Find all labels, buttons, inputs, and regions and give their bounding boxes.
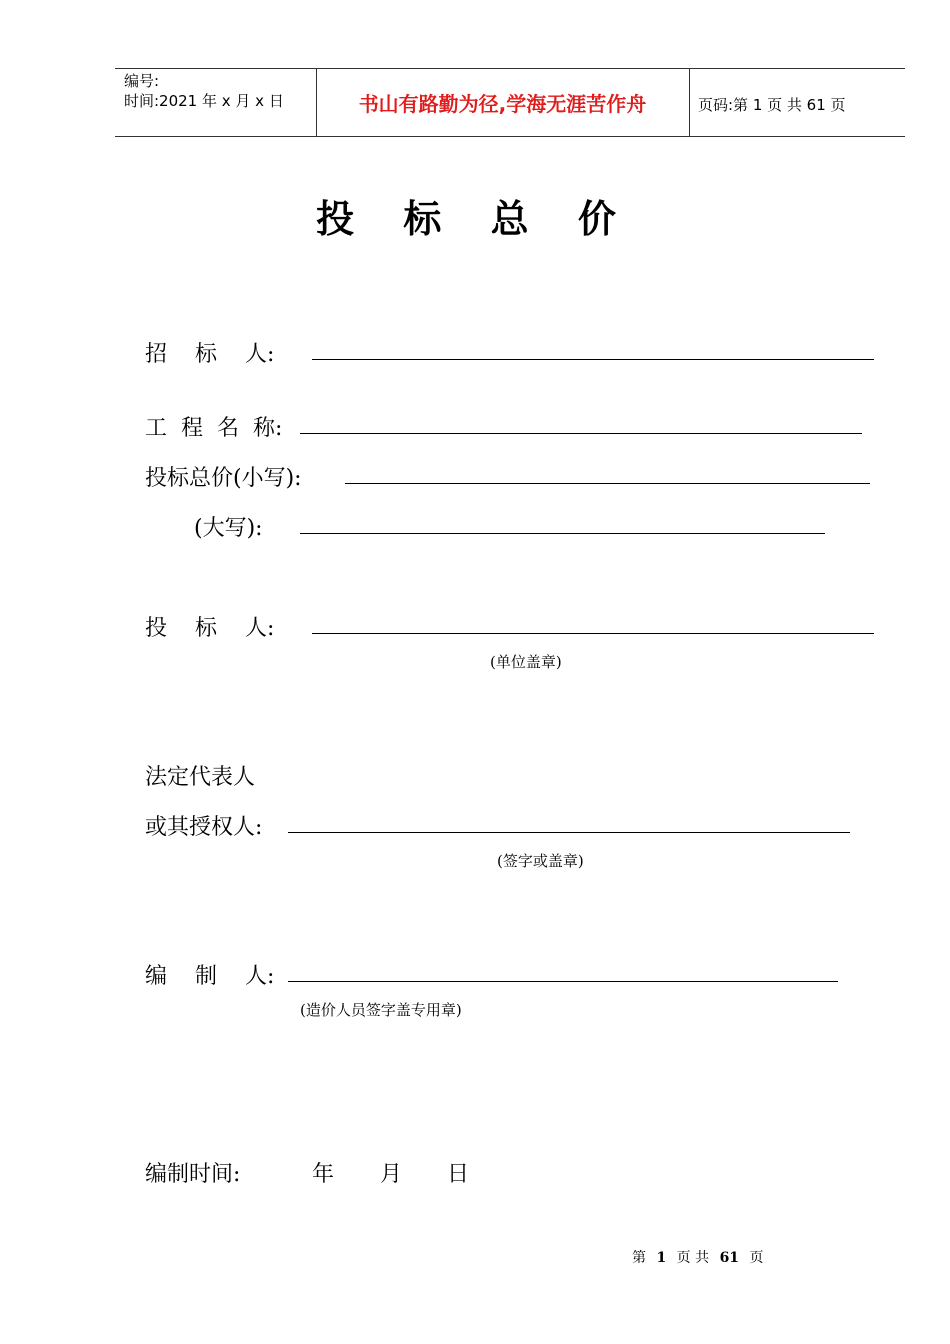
compiler-note: (造价人员签字盖专用章) (300, 1001, 462, 1019)
compiler-label: 编 制 人: (145, 964, 275, 989)
doc-time-label: 时间:2021 年 x 月 x 日 (124, 92, 284, 110)
tenderee-field[interactable] (312, 359, 874, 360)
price-small-field[interactable] (345, 483, 870, 484)
compile-date-label: 编制时间: (145, 1162, 241, 1187)
compile-date-year: 年 (312, 1162, 335, 1187)
compile-date-month: 月 (380, 1162, 403, 1187)
legal-rep-label-line2: 或其授权人: (145, 815, 263, 840)
bidder-field[interactable] (312, 633, 874, 634)
doc-number-label: 编号: (124, 72, 160, 90)
motto-text: 书山有路勤为径,学海无涯苦作舟 (358, 92, 647, 116)
legal-rep-note: (签字或盖章) (497, 852, 584, 870)
footer-total-pages: 61 (719, 1250, 740, 1266)
price-small-label: 投标总价(小写): (145, 466, 302, 491)
footer-page-number: 1 (656, 1250, 667, 1266)
footer-prefix: 第 (632, 1250, 646, 1266)
bidder-note: (单位盖章) (490, 653, 562, 671)
header-divider-right (689, 68, 690, 136)
footer-suffix: 页 (749, 1250, 764, 1266)
page-info: 页码:第 1 页 共 61 页 (698, 96, 846, 114)
legal-rep-label-line1: 法定代表人 (145, 765, 256, 790)
bidder-label: 投 标 人: (145, 616, 275, 641)
header-bottom-rule (115, 136, 905, 137)
compile-date-day: 日 (447, 1162, 470, 1187)
page-title: 投 标 总 价 (316, 197, 634, 241)
compiler-field[interactable] (288, 981, 838, 982)
legal-rep-field[interactable] (288, 832, 850, 833)
price-capital-field[interactable] (300, 533, 825, 534)
tenderee-label: 招 标 人: (145, 342, 275, 367)
header-top-rule (115, 68, 905, 69)
page-footer (632, 1247, 764, 1267)
project-name-label: 工 程 名 称: (145, 416, 283, 441)
price-capital-label: (大写): (194, 516, 263, 541)
project-name-field[interactable] (300, 433, 862, 434)
footer-mid: 页 共 (676, 1250, 710, 1266)
